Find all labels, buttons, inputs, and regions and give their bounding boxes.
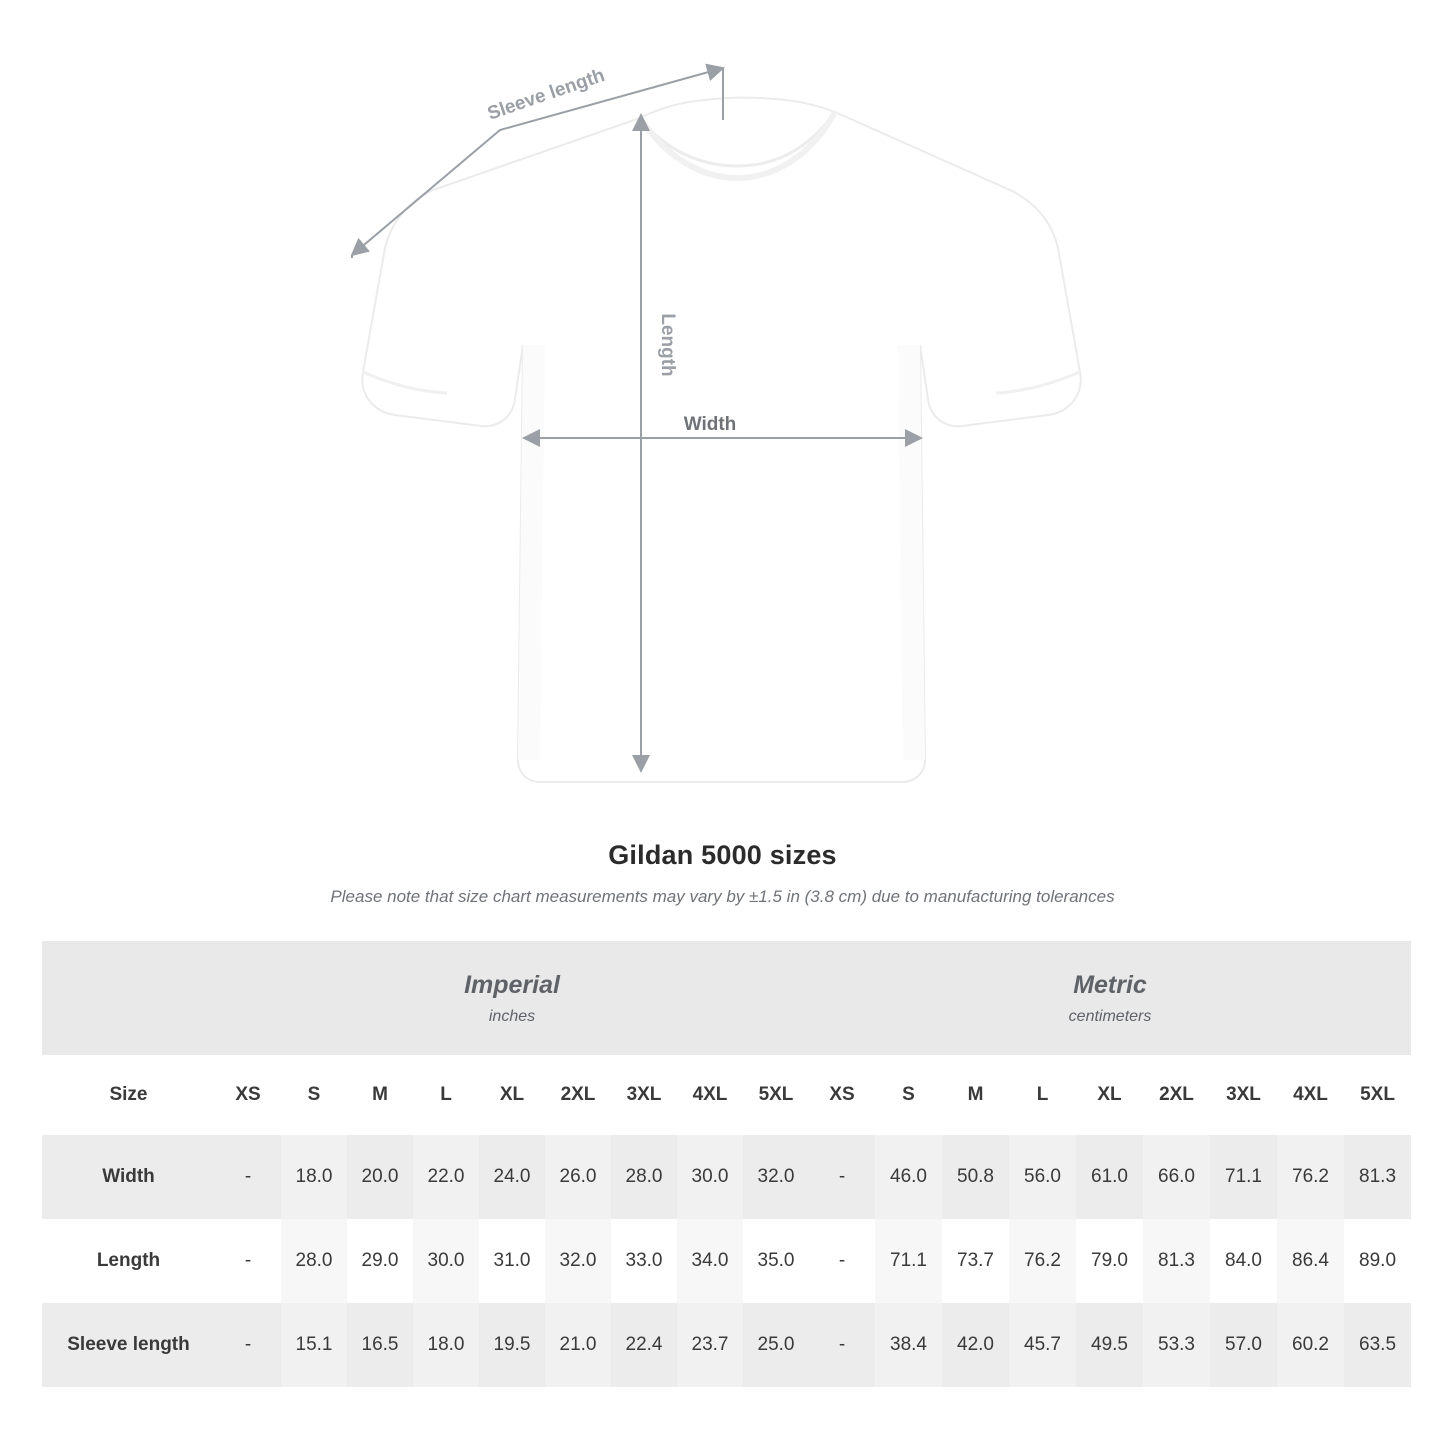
- size-col-metric-xl: XL: [1076, 1055, 1143, 1135]
- cell-length-metric-xs: -: [809, 1219, 875, 1303]
- cell-sleeve-metric-3xl: 57.0: [1210, 1303, 1277, 1387]
- size-col-imperial-l: L: [413, 1055, 479, 1135]
- cell-sleeve-metric-xs: -: [809, 1303, 875, 1387]
- cell-length-imperial-4xl: 34.0: [677, 1219, 743, 1303]
- sleeve-length-label: Sleeve length: [484, 64, 608, 125]
- size-col-metric-5xl: 5XL: [1344, 1055, 1411, 1135]
- cell-sleeve-imperial-m: 16.5: [347, 1303, 413, 1387]
- unit-header-row: [42, 941, 1411, 1055]
- tolerance-note: Please note that size chart measurements may vary by ±1.5 in (3.8 cm) due to manufacturing tolerances: [330, 887, 1115, 906]
- size-col-metric-4xl: 4XL: [1277, 1055, 1344, 1135]
- cell-length-metric-5xl: 89.0: [1344, 1219, 1411, 1303]
- size-table: [42, 941, 1411, 1387]
- size-col-imperial-m: M: [347, 1055, 413, 1135]
- size-col-imperial-3xl: 3XL: [611, 1055, 677, 1135]
- cell-length-metric-2xl: 81.3: [1143, 1219, 1210, 1303]
- cell-width-metric-xs: -: [809, 1135, 875, 1219]
- cell-width-imperial-5xl: 32.0: [743, 1135, 809, 1219]
- row-label-length: Length: [42, 1219, 215, 1303]
- cell-length-imperial-l: 30.0: [413, 1219, 479, 1303]
- imperial-label: Imperial: [464, 970, 560, 999]
- cell-sleeve-imperial-s: 15.1: [281, 1303, 347, 1387]
- row-label-sleeve-length: Sleeve length: [42, 1303, 215, 1387]
- size-col-imperial-4xl: 4XL: [677, 1055, 743, 1135]
- table-row: [42, 1219, 1411, 1303]
- cell-length-imperial-5xl: 35.0: [743, 1219, 809, 1303]
- size-col-imperial-s: S: [281, 1055, 347, 1135]
- cell-width-metric-l: 56.0: [1009, 1135, 1076, 1219]
- cell-width-imperial-3xl: 28.0: [611, 1135, 677, 1219]
- cell-sleeve-metric-xl: 49.5: [1076, 1303, 1143, 1387]
- cell-width-imperial-xl: 24.0: [479, 1135, 545, 1219]
- cell-length-imperial-m: 29.0: [347, 1219, 413, 1303]
- cell-width-metric-s: 46.0: [875, 1135, 942, 1219]
- table-row: [42, 1135, 1411, 1219]
- size-header-label: Size: [42, 1055, 215, 1135]
- cell-length-imperial-s: 28.0: [281, 1219, 347, 1303]
- row-label-width: Width: [42, 1135, 215, 1219]
- size-col-metric-xs: XS: [809, 1055, 875, 1135]
- size-col-metric-l: L: [1009, 1055, 1076, 1135]
- metric-label: Metric: [1073, 970, 1147, 999]
- size-col-imperial-xl: XL: [479, 1055, 545, 1135]
- cell-width-imperial-4xl: 30.0: [677, 1135, 743, 1219]
- unit-header-spacer: [42, 941, 215, 1055]
- size-col-metric-m: M: [942, 1055, 1009, 1135]
- cell-sleeve-imperial-2xl: 21.0: [545, 1303, 611, 1387]
- title-block: [0, 840, 1445, 907]
- cell-width-metric-3xl: 71.1: [1210, 1135, 1277, 1219]
- cell-length-imperial-2xl: 32.0: [545, 1219, 611, 1303]
- cell-sleeve-imperial-xs: -: [215, 1303, 281, 1387]
- unit-group-metric: [809, 941, 1411, 1055]
- size-col-metric-3xl: 3XL: [1210, 1055, 1277, 1135]
- cell-sleeve-metric-2xl: 53.3: [1143, 1303, 1210, 1387]
- cell-length-metric-3xl: 84.0: [1210, 1219, 1277, 1303]
- cell-sleeve-metric-m: 42.0: [942, 1303, 1009, 1387]
- cell-width-metric-2xl: 66.0: [1143, 1135, 1210, 1219]
- cell-length-metric-xl: 79.0: [1076, 1219, 1143, 1303]
- cell-length-imperial-xl: 31.0: [479, 1219, 545, 1303]
- cell-width-imperial-l: 22.0: [413, 1135, 479, 1219]
- cell-sleeve-imperial-4xl: 23.7: [677, 1303, 743, 1387]
- cell-width-imperial-s: 18.0: [281, 1135, 347, 1219]
- cell-length-metric-4xl: 86.4: [1277, 1219, 1344, 1303]
- width-label: Width: [683, 414, 737, 435]
- cell-length-imperial-xs: -: [215, 1219, 281, 1303]
- cell-width-imperial-xs: -: [215, 1135, 281, 1219]
- cell-sleeve-imperial-5xl: 25.0: [743, 1303, 809, 1387]
- page-title: Gildan 5000 sizes: [608, 840, 837, 870]
- length-label: Length: [657, 313, 678, 377]
- size-header-row: [42, 1055, 1411, 1135]
- size-col-imperial-xs: XS: [215, 1055, 281, 1135]
- cell-length-metric-l: 76.2: [1009, 1219, 1076, 1303]
- cell-sleeve-imperial-3xl: 22.4: [611, 1303, 677, 1387]
- size-col-imperial-2xl: 2XL: [545, 1055, 611, 1135]
- size-table-wrap: [0, 941, 1445, 1387]
- cell-width-metric-5xl: 81.3: [1344, 1135, 1411, 1219]
- tshirt-shape: [362, 98, 1080, 782]
- unit-group-imperial: [215, 941, 809, 1055]
- cell-width-imperial-2xl: 26.0: [545, 1135, 611, 1219]
- cell-length-imperial-3xl: 33.0: [611, 1219, 677, 1303]
- cell-length-metric-s: 71.1: [875, 1219, 942, 1303]
- cell-sleeve-metric-4xl: 60.2: [1277, 1303, 1344, 1387]
- cell-sleeve-metric-s: 38.4: [875, 1303, 942, 1387]
- cell-sleeve-metric-5xl: 63.5: [1344, 1303, 1411, 1387]
- cell-width-imperial-m: 20.0: [347, 1135, 413, 1219]
- cell-length-metric-m: 73.7: [942, 1219, 1009, 1303]
- metric-unit: centimeters: [1068, 1007, 1152, 1025]
- size-col-metric-s: S: [875, 1055, 942, 1135]
- cell-sleeve-imperial-l: 18.0: [413, 1303, 479, 1387]
- size-col-metric-2xl: 2XL: [1143, 1055, 1210, 1135]
- cell-sleeve-metric-l: 45.7: [1009, 1303, 1076, 1387]
- cell-width-metric-m: 50.8: [942, 1135, 1009, 1219]
- cell-sleeve-imperial-xl: 19.5: [479, 1303, 545, 1387]
- table-row: [42, 1303, 1411, 1387]
- cell-width-metric-xl: 61.0: [1076, 1135, 1143, 1219]
- size-col-imperial-5xl: 5XL: [743, 1055, 809, 1135]
- imperial-unit: inches: [488, 1007, 536, 1025]
- cell-width-metric-4xl: 76.2: [1277, 1135, 1344, 1219]
